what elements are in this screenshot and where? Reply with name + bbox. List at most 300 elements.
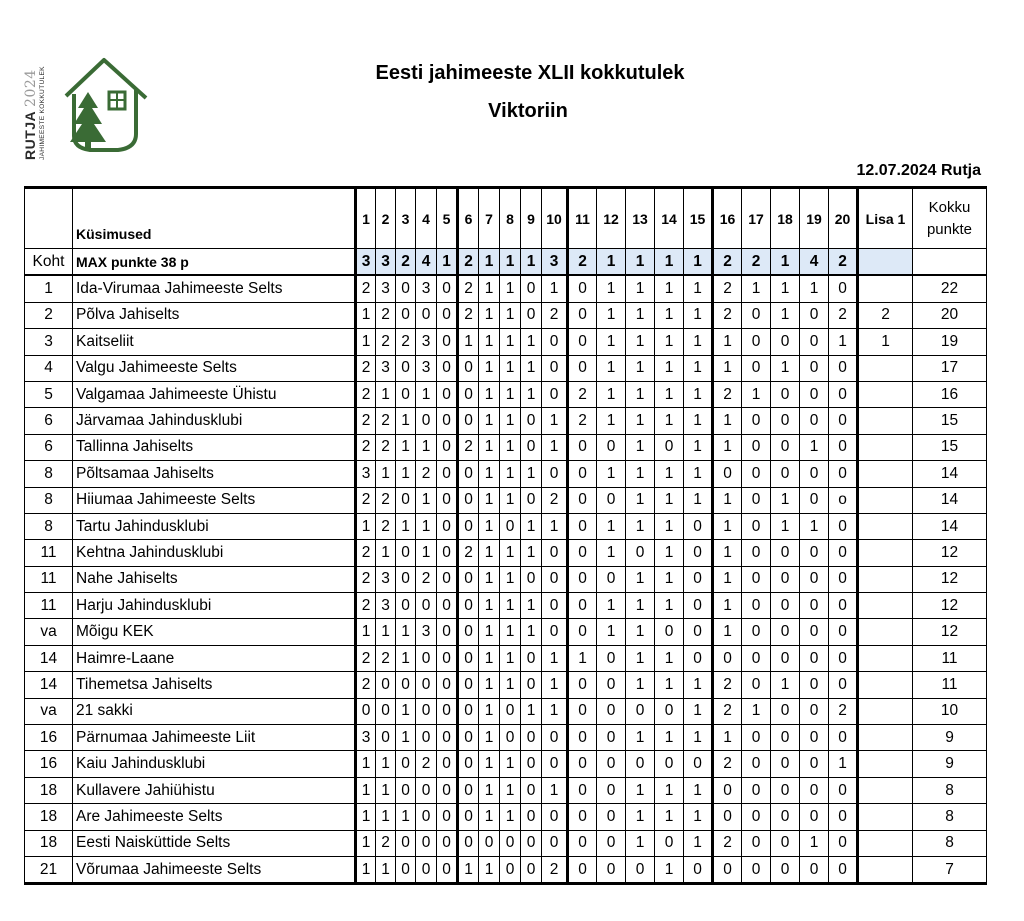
position-cell: 11	[25, 593, 73, 619]
score-cell: 1	[479, 725, 500, 751]
team-name-cell: Tihemetsa Jahiselts	[73, 672, 356, 698]
total-cell: 12	[913, 593, 987, 619]
score-cell: 0	[568, 619, 597, 645]
score-cell: 1	[684, 275, 713, 302]
score-cell: 0	[829, 381, 858, 407]
score-cell: 0	[521, 645, 542, 671]
score-cell: 1	[479, 275, 500, 302]
score-cell: 2	[356, 487, 376, 513]
score-cell: 2	[376, 329, 396, 355]
score-cell: 0	[597, 830, 626, 856]
score-cell: 1	[655, 777, 684, 803]
score-cell: 1	[542, 777, 568, 803]
score-cell: 0	[655, 619, 684, 645]
question-number-header: 19	[800, 188, 829, 249]
score-cell: 1	[626, 619, 655, 645]
header-row	[25, 188, 987, 249]
team-row	[25, 698, 987, 724]
score-cell: 1	[713, 566, 742, 592]
score-cell: 0	[396, 275, 416, 302]
score-cell: 0	[800, 804, 829, 830]
team-name-cell: Tartu Jahindusklubi	[73, 513, 356, 539]
max-points-cell: 1	[479, 249, 500, 276]
score-cell: 0	[521, 830, 542, 856]
score-cell: 1	[500, 645, 521, 671]
score-cell: 1	[684, 672, 713, 698]
lisa-cell	[858, 434, 913, 460]
score-cell: 1	[479, 804, 500, 830]
score-cell: 1	[684, 434, 713, 460]
score-cell: 1	[542, 672, 568, 698]
score-cell: 1	[479, 461, 500, 487]
score-cell: 0	[771, 619, 800, 645]
score-cell: 1	[713, 487, 742, 513]
score-cell: 0	[437, 830, 458, 856]
score-cell: 1	[684, 830, 713, 856]
position-cell: 8	[25, 513, 73, 539]
max-points-cell: 1	[626, 249, 655, 276]
team-row	[25, 461, 987, 487]
score-cell: 1	[684, 461, 713, 487]
score-cell: 2	[376, 513, 396, 539]
score-cell: 0	[437, 381, 458, 407]
score-cell: 3	[416, 619, 437, 645]
max-points-cell: 3	[376, 249, 396, 276]
score-cell: 0	[597, 566, 626, 592]
score-cell: 0	[416, 302, 437, 328]
score-cell: 0	[396, 566, 416, 592]
score-cell: 1	[771, 355, 800, 381]
score-cell: 0	[500, 513, 521, 539]
score-cell: 0	[800, 751, 829, 777]
score-cell: 1	[542, 645, 568, 671]
score-cell: 0	[542, 593, 568, 619]
score-cell: 0	[458, 804, 479, 830]
position-cell: 5	[25, 381, 73, 407]
score-cell: 1	[626, 804, 655, 830]
score-cell: 0	[829, 513, 858, 539]
score-cell: 0	[542, 355, 568, 381]
score-cell: 3	[416, 275, 437, 302]
score-cell: 1	[416, 434, 437, 460]
score-cell: 2	[356, 408, 376, 434]
score-cell: 1	[500, 566, 521, 592]
score-cell: 0	[376, 672, 396, 698]
score-cell: 0	[829, 408, 858, 434]
score-cell: 1	[713, 329, 742, 355]
score-cell: 0	[742, 751, 771, 777]
score-cell: 0	[800, 355, 829, 381]
team-name-cell: Pärnumaa Jahimeeste Liit	[73, 725, 356, 751]
score-cell: 1	[500, 777, 521, 803]
team-row	[25, 804, 987, 830]
score-cell: 1	[626, 302, 655, 328]
score-cell: 0	[542, 830, 568, 856]
score-cell: 2	[713, 381, 742, 407]
score-cell: 2	[376, 830, 396, 856]
score-cell: 1	[626, 461, 655, 487]
position-cell: 8	[25, 487, 73, 513]
max-points-cell: 1	[500, 249, 521, 276]
max-points-cell: 2	[458, 249, 479, 276]
score-cell: 0	[521, 672, 542, 698]
score-cell: 0	[742, 566, 771, 592]
score-cell: 0	[416, 672, 437, 698]
score-cell: 0	[626, 751, 655, 777]
date-place: 12.07.2024 Rutja	[856, 162, 981, 179]
score-cell: 1	[655, 856, 684, 883]
max-points-cell: 2	[568, 249, 597, 276]
score-cell: 1	[771, 672, 800, 698]
score-cell: 2	[713, 275, 742, 302]
score-cell: 0	[437, 329, 458, 355]
max-points-cell: 3	[356, 249, 376, 276]
score-cell: 0	[437, 434, 458, 460]
score-cell: 0	[437, 302, 458, 328]
lisa-cell	[858, 777, 913, 803]
team-name-cell: Haimre-Laane	[73, 645, 356, 671]
team-row	[25, 751, 987, 777]
score-cell: 0	[800, 645, 829, 671]
score-cell: 0	[396, 777, 416, 803]
score-cell: 1	[500, 619, 521, 645]
score-cell: 0	[684, 856, 713, 883]
score-cell: 0	[771, 777, 800, 803]
score-cell: 1	[626, 645, 655, 671]
score-cell: 1	[356, 619, 376, 645]
score-cell: 1	[626, 275, 655, 302]
score-cell: 0	[684, 751, 713, 777]
team-name-cell: Kaitseliit	[73, 329, 356, 355]
score-cell: 3	[356, 461, 376, 487]
score-cell: 0	[542, 329, 568, 355]
score-cell: 0	[713, 777, 742, 803]
results-table	[24, 186, 987, 885]
score-cell: 1	[655, 275, 684, 302]
score-cell: 0	[568, 434, 597, 460]
question-number-header: 2	[376, 188, 396, 249]
question-number-header: 12	[597, 188, 626, 249]
score-cell: 0	[597, 725, 626, 751]
score-cell: 3	[416, 355, 437, 381]
team-row	[25, 302, 987, 328]
score-cell: 1	[479, 381, 500, 407]
score-cell: 1	[771, 302, 800, 328]
score-cell: 1	[521, 619, 542, 645]
score-cell: 1	[800, 830, 829, 856]
score-cell: 0	[500, 856, 521, 883]
score-cell: 2	[829, 302, 858, 328]
score-cell: 1	[356, 856, 376, 883]
lisa-cell	[858, 672, 913, 698]
score-cell: 2	[356, 434, 376, 460]
score-cell: 3	[376, 275, 396, 302]
position-cell: 2	[25, 302, 73, 328]
lisa-cell	[858, 566, 913, 592]
score-cell: 0	[416, 645, 437, 671]
score-cell: 1	[479, 302, 500, 328]
score-cell: 1	[655, 355, 684, 381]
question-number-header: 17	[742, 188, 771, 249]
score-cell: 0	[396, 751, 416, 777]
score-cell: 0	[458, 725, 479, 751]
team-row	[25, 513, 987, 539]
score-cell: 0	[396, 830, 416, 856]
score-cell: 0	[829, 777, 858, 803]
logo-wordmark: RUTJA 2024	[22, 69, 39, 160]
logo-subtitle: JAHIMEESTE KOKKUTULEK	[39, 66, 46, 160]
question-number-header: 7	[479, 188, 500, 249]
lisa-cell	[858, 355, 913, 381]
score-cell: 0	[771, 566, 800, 592]
score-cell: 0	[742, 856, 771, 883]
score-cell: 1	[684, 698, 713, 724]
score-cell: 1	[597, 593, 626, 619]
score-cell: 0	[437, 513, 458, 539]
score-cell: 0	[684, 513, 713, 539]
score-cell: 1	[396, 698, 416, 724]
score-cell: 0	[800, 856, 829, 883]
total-cell: 8	[913, 830, 987, 856]
score-cell: 0	[829, 619, 858, 645]
score-cell: 1	[800, 434, 829, 460]
score-cell: 2	[713, 698, 742, 724]
score-cell: 0	[568, 804, 597, 830]
score-cell: 1	[376, 461, 396, 487]
score-cell: 0	[742, 355, 771, 381]
score-cell: 0	[771, 645, 800, 671]
lisa-cell: 2	[858, 302, 913, 328]
question-number-header: 6	[458, 188, 479, 249]
lisa-cell	[858, 487, 913, 513]
max-points-cell: 1	[597, 249, 626, 276]
total-cell: 7	[913, 856, 987, 883]
team-row	[25, 593, 987, 619]
house-tree-logo-icon	[22, 52, 152, 164]
score-cell: 1	[655, 461, 684, 487]
score-cell: 0	[742, 408, 771, 434]
score-cell: 0	[800, 725, 829, 751]
score-cell: 0	[800, 302, 829, 328]
score-cell: 0	[597, 751, 626, 777]
score-cell: 3	[416, 329, 437, 355]
max-points-cell: 2	[396, 249, 416, 276]
score-cell: 1	[597, 408, 626, 434]
score-cell: 1	[742, 381, 771, 407]
score-cell: 0	[500, 698, 521, 724]
max-points-cell: 1	[684, 249, 713, 276]
lisa-cell	[858, 275, 913, 302]
score-cell: 0	[742, 804, 771, 830]
score-cell: 0	[396, 856, 416, 883]
score-cell: 2	[458, 540, 479, 566]
question-number-header: 16	[713, 188, 742, 249]
score-cell: 0	[829, 566, 858, 592]
score-cell: 1	[416, 381, 437, 407]
position-cell: 16	[25, 751, 73, 777]
score-cell: 1	[684, 408, 713, 434]
score-cell: 1	[479, 645, 500, 671]
score-cell: 1	[479, 434, 500, 460]
score-cell: 0	[396, 487, 416, 513]
score-cell: 1	[521, 698, 542, 724]
team-row	[25, 566, 987, 592]
max-points-cell: 1	[771, 249, 800, 276]
score-cell: 0	[568, 461, 597, 487]
position-cell: va	[25, 619, 73, 645]
score-cell: 0	[396, 593, 416, 619]
total-cell: 9	[913, 751, 987, 777]
total-cell: 10	[913, 698, 987, 724]
max-points-row	[25, 249, 987, 276]
score-cell: 2	[356, 355, 376, 381]
score-cell: 0	[742, 434, 771, 460]
score-cell: 0	[829, 672, 858, 698]
score-cell: 0	[742, 461, 771, 487]
score-cell: 1	[597, 381, 626, 407]
max-points-cell: 1	[521, 249, 542, 276]
score-cell: 0	[655, 434, 684, 460]
score-cell: 1	[568, 645, 597, 671]
score-cell: 0	[829, 856, 858, 883]
score-cell: 0	[437, 461, 458, 487]
score-cell: 1	[542, 513, 568, 539]
score-cell: 0	[437, 804, 458, 830]
team-name-cell: Põlva Jahiselts	[73, 302, 356, 328]
score-cell: 1	[626, 434, 655, 460]
score-cell: 0	[416, 725, 437, 751]
score-cell: 1	[626, 408, 655, 434]
score-cell: 2	[458, 275, 479, 302]
score-cell: 0	[829, 434, 858, 460]
score-cell: 0	[742, 540, 771, 566]
score-cell: 3	[376, 355, 396, 381]
score-cell: 0	[829, 275, 858, 302]
score-cell: 1	[396, 645, 416, 671]
score-cell: 2	[542, 856, 568, 883]
score-cell: 1	[829, 329, 858, 355]
score-cell: 2	[356, 540, 376, 566]
score-cell: 1	[458, 856, 479, 883]
score-cell: 0	[521, 777, 542, 803]
total-cell: 9	[913, 725, 987, 751]
score-cell: 0	[829, 461, 858, 487]
score-cell: 0	[437, 856, 458, 883]
score-cell: 0	[396, 302, 416, 328]
total-header	[913, 188, 987, 249]
score-cell: 1	[597, 540, 626, 566]
score-cell: 0	[597, 672, 626, 698]
score-cell: 3	[356, 725, 376, 751]
score-cell: 0	[742, 672, 771, 698]
score-cell: 1	[684, 355, 713, 381]
score-cell: 0	[416, 830, 437, 856]
score-cell: 0	[416, 777, 437, 803]
score-cell: 0	[437, 619, 458, 645]
score-cell: 0	[829, 804, 858, 830]
lisa-cell	[858, 461, 913, 487]
score-cell: 1	[521, 461, 542, 487]
score-cell: 0	[771, 381, 800, 407]
score-cell: 1	[396, 513, 416, 539]
total-header-line1: Kokku	[928, 198, 971, 216]
score-cell: 0	[542, 725, 568, 751]
score-cell: 0	[568, 513, 597, 539]
score-cell: 2	[542, 302, 568, 328]
score-cell: 1	[626, 672, 655, 698]
score-cell: 0	[626, 698, 655, 724]
total-cell: 16	[913, 381, 987, 407]
score-cell: 1	[597, 355, 626, 381]
score-cell: 1	[626, 566, 655, 592]
score-cell: 0	[800, 619, 829, 645]
score-cell: 2	[713, 302, 742, 328]
score-cell: 1	[416, 513, 437, 539]
question-number-header: 9	[521, 188, 542, 249]
score-cell: 0	[437, 672, 458, 698]
score-cell: 2	[458, 434, 479, 460]
score-cell: 0	[742, 725, 771, 751]
total-header-line2: punkte	[926, 220, 973, 238]
score-cell: 0	[437, 751, 458, 777]
score-cell: 0	[437, 698, 458, 724]
score-cell: 1	[713, 434, 742, 460]
score-cell: 0	[655, 830, 684, 856]
score-cell: 0	[742, 830, 771, 856]
score-cell: 0	[771, 408, 800, 434]
score-cell: 1	[713, 513, 742, 539]
total-cell: 19	[913, 329, 987, 355]
score-cell: 1	[684, 302, 713, 328]
score-cell: 0	[396, 672, 416, 698]
score-cell: 0	[376, 725, 396, 751]
score-cell: 0	[800, 381, 829, 407]
score-cell: 0	[655, 751, 684, 777]
score-cell: 0	[771, 540, 800, 566]
score-cell: 1	[742, 698, 771, 724]
score-cell: 0	[771, 698, 800, 724]
score-cell: 0	[521, 566, 542, 592]
score-cell: 1	[684, 725, 713, 751]
score-cell: 0	[800, 698, 829, 724]
score-cell: 0	[416, 408, 437, 434]
total-cell: 14	[913, 513, 987, 539]
position-cell: 11	[25, 540, 73, 566]
team-row	[25, 540, 987, 566]
score-cell: 0	[458, 830, 479, 856]
score-cell: 2	[829, 698, 858, 724]
max-points-cell: 2	[742, 249, 771, 276]
total-cell: 8	[913, 804, 987, 830]
position-cell: 8	[25, 461, 73, 487]
score-cell: 3	[376, 593, 396, 619]
score-cell: 0	[437, 275, 458, 302]
score-cell: 0	[521, 275, 542, 302]
score-cell: 1	[655, 645, 684, 671]
score-cell: 0	[458, 566, 479, 592]
score-cell: 0	[742, 593, 771, 619]
question-number-header: 4	[416, 188, 437, 249]
score-cell: 1	[356, 804, 376, 830]
team-name-cell: Tallinna Jahiselts	[73, 434, 356, 460]
score-cell: 0	[542, 804, 568, 830]
lisa-cell	[858, 540, 913, 566]
score-cell: 1	[684, 329, 713, 355]
score-cell: 1	[542, 698, 568, 724]
score-cell: 0	[500, 725, 521, 751]
lisa-cell	[858, 381, 913, 407]
team-name-cell: Valgu Jahimeeste Selts	[73, 355, 356, 381]
